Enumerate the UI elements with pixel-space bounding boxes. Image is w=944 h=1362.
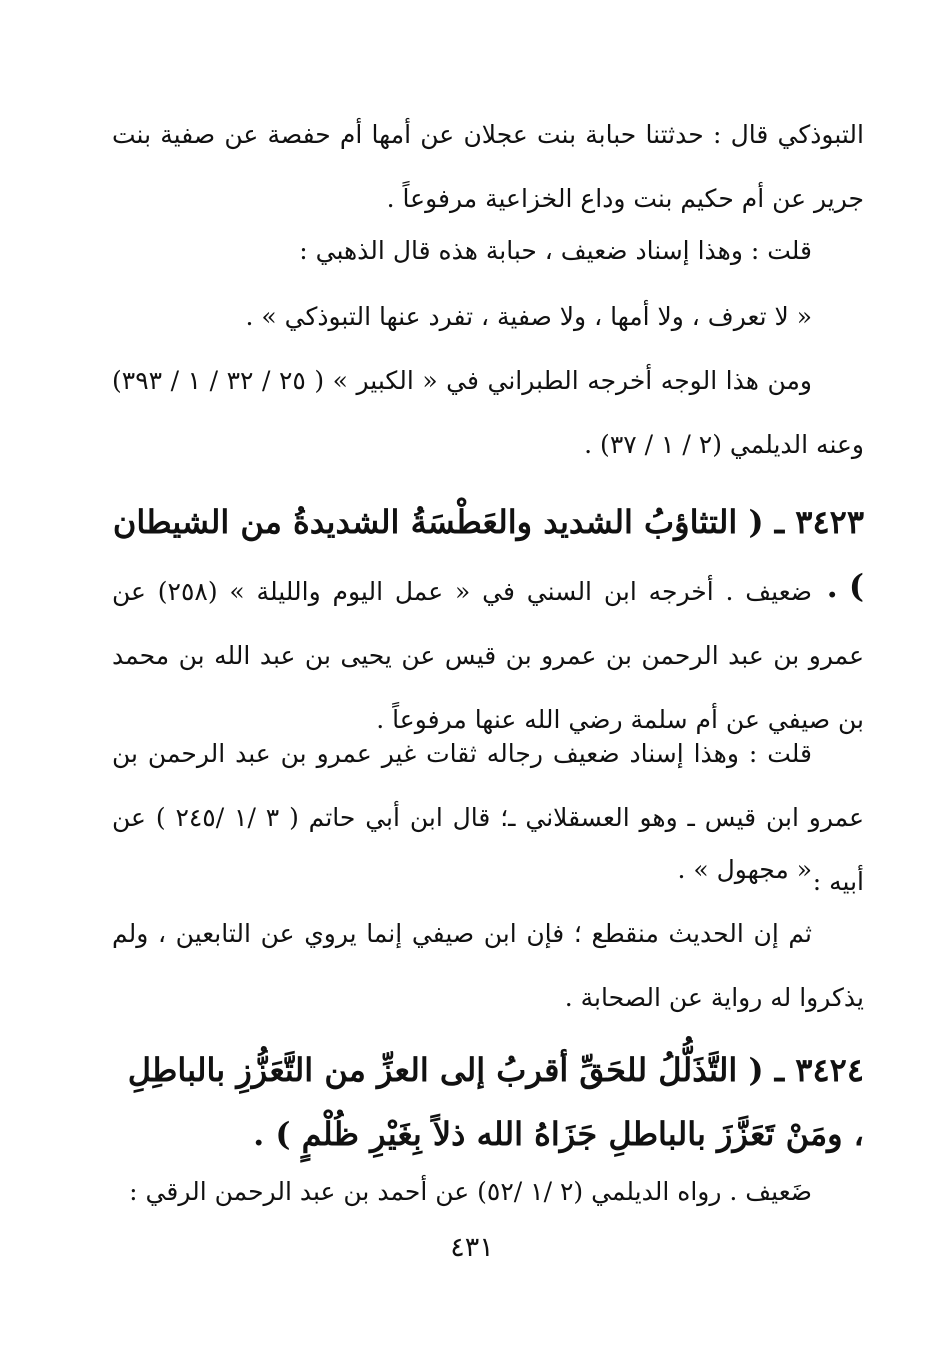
paragraph-majhul-quote: « مجهول » . [677, 855, 812, 884]
hadith-heading-3423: ٣٤٢٣ ـ ( التثاؤبُ الشديد والعَطْسَةُ الشديدةُ من الشيطان ) . [112, 503, 864, 605]
paragraph-isnad-continuation: التبوذكي قال : حدثتنا حبابة بنت عجلان عن أمها أم حفصة عن صفية بنت جرير عن أم حكيم بنت وداع الخزاعية مرفوعاً . [112, 120, 864, 213]
paragraph-comment-dhahabi: قلت : وهذا إسناد ضعيف ، حبابة هذه قال الذهبي : [299, 236, 812, 265]
paragraph-hadith-3424-grading: ضَعيف . رواه الديلمي (٢ /١ /٥٢) عن أحمد بن عبد الرحمن الرقي : [129, 1177, 812, 1206]
paragraph-dhahabi-quote: « لا تعرف ، ولا أمها ، ولا صفية ، تفرد عنها التبوذكي » . [245, 302, 812, 331]
paragraph-inqita-note: ثم إن الحديث منقطع ؛ فإن ابن صيفي إنما يروي عن التابعين ، ولم يذكروا له رواية عن الصحابة . [112, 919, 864, 1012]
paragraph-hadith-3423-comment: قلت : وهذا إسناد ضعيف رجاله ثقات غير عمرو بن عبد الرحمن بن عمرو ابن قيس ـ وهو العسقلاني ـ؛ قال ابن أبي حاتم ( ٣ /١ /٢٤٥ ) عن أبيه : [112, 739, 864, 896]
hadith-heading-3424: ٣٤٢٤ ـ ( التَّذَلُّلُ للحَقِّ أقربُ إلى العزِّ من التَّعَزُّزِ بالباطِلِ ، ومَنْ تَعَزَّزَ بالباطلِ جَزَاهُ الله ذلاً بِغَيْرِ ظُلْمٍ ) . [127, 1051, 864, 1153]
paragraph-hadith-3423-grading: ضعيف . أخرجه ابن السني في « عمل اليوم والليلة » (٢٥٨) عن عمرو بن عبد الرحمن بن عمرو بن قيس عن يحيى بن عبد الله بن محمد بن صيفي عن أم سلمة رضي الله عنها مرفوعاً . [112, 577, 864, 734]
page-number: ٤٣١ [450, 1232, 494, 1263]
paragraph-tabarani-source: ومن هذا الوجه أخرجه الطبراني في « الكبير » ( ٢٥ / ٣٢ / ١ / ٣٩٣) وعنه الديلمي (٢ / ١ / ٣٧) . [112, 366, 864, 459]
